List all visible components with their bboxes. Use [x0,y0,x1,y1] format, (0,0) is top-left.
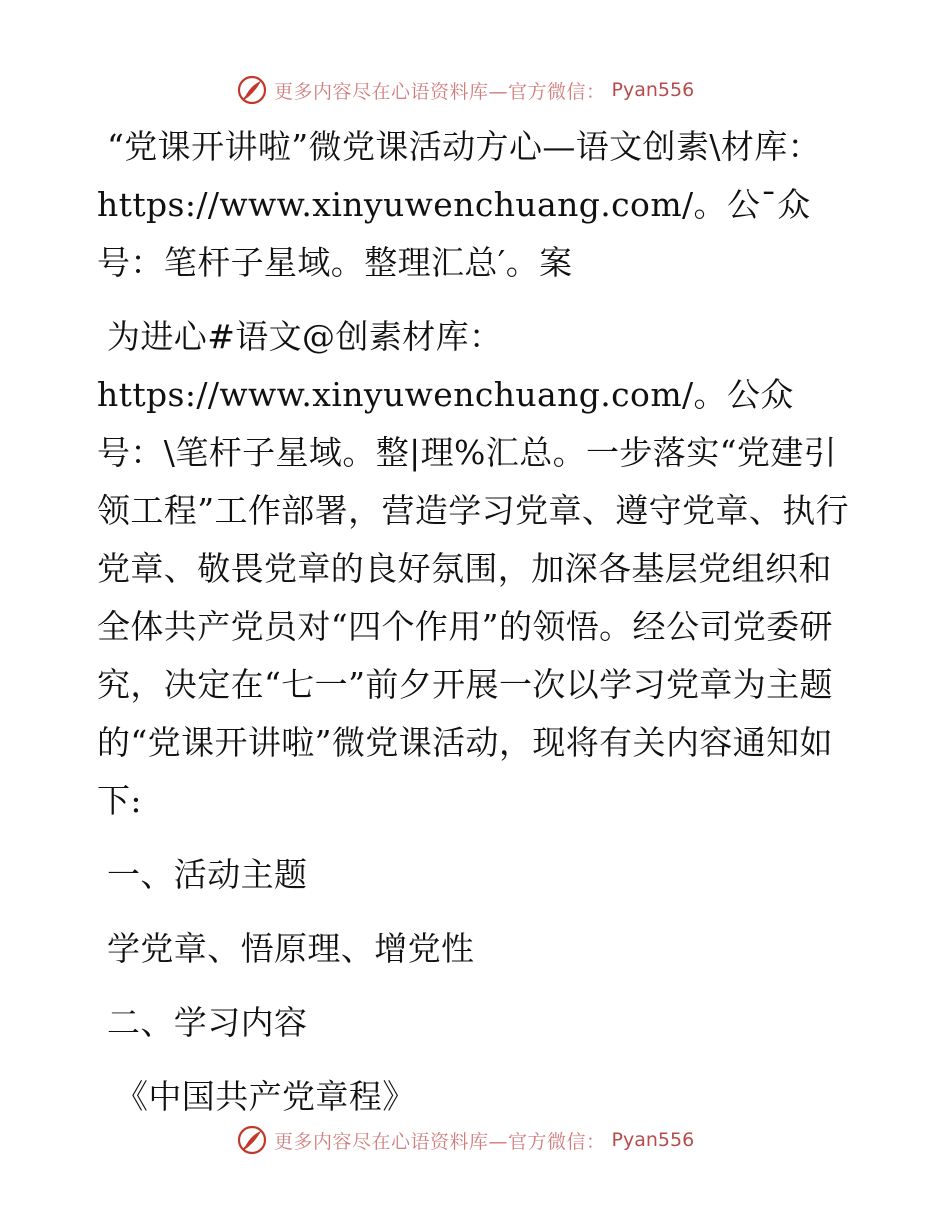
footer-banner [236,1122,716,1158]
section1-heading: 一、活动主题 [107,855,308,894]
document-body [97,118,857,1142]
quill-logo-icon [236,74,268,106]
quill-logo-icon [236,1124,268,1156]
section2-body: 《中国共产党章程》 [115,1077,416,1116]
section2-heading: 二、学习内容 [107,1003,308,1042]
title-paragraph: “党课开讲啦”微党课活动方心—语文创素\材库：https://www.xinyuwenchuang.com/。公¯众号：笔杆子星域。整理汇总′。案 [97,127,822,282]
header-site-text: 更多内容尽在心语资料库—官方微信： [274,80,606,103]
header-wechat-id: Pyan556 [611,79,695,101]
footer-wechat-id: Pyan556 [611,1129,695,1151]
section1-body: 学党章、悟原理、增党性 [107,929,475,968]
header-banner [236,72,716,108]
intro-paragraph: 为进心#语文@创素材库：https://www.xinyuwenchuang.com/。公众号：\笔杆子星域。整|理%汇总。一步落实“党建引领工程”工作部署，营造学习党章、遵守党章、执行党章、敬畏党章的良好氛围，加深各基层党组织和全体共产党员对“四个作用”的领悟。经公司党委研究，决定在“七一”前夕开展一次以学习党章为主题的“党课开讲啦”微党课活动，现将有关内容通知如下: [97,317,850,820]
footer-site-text: 更多内容尽在心语资料库—官方微信： [274,1130,606,1153]
